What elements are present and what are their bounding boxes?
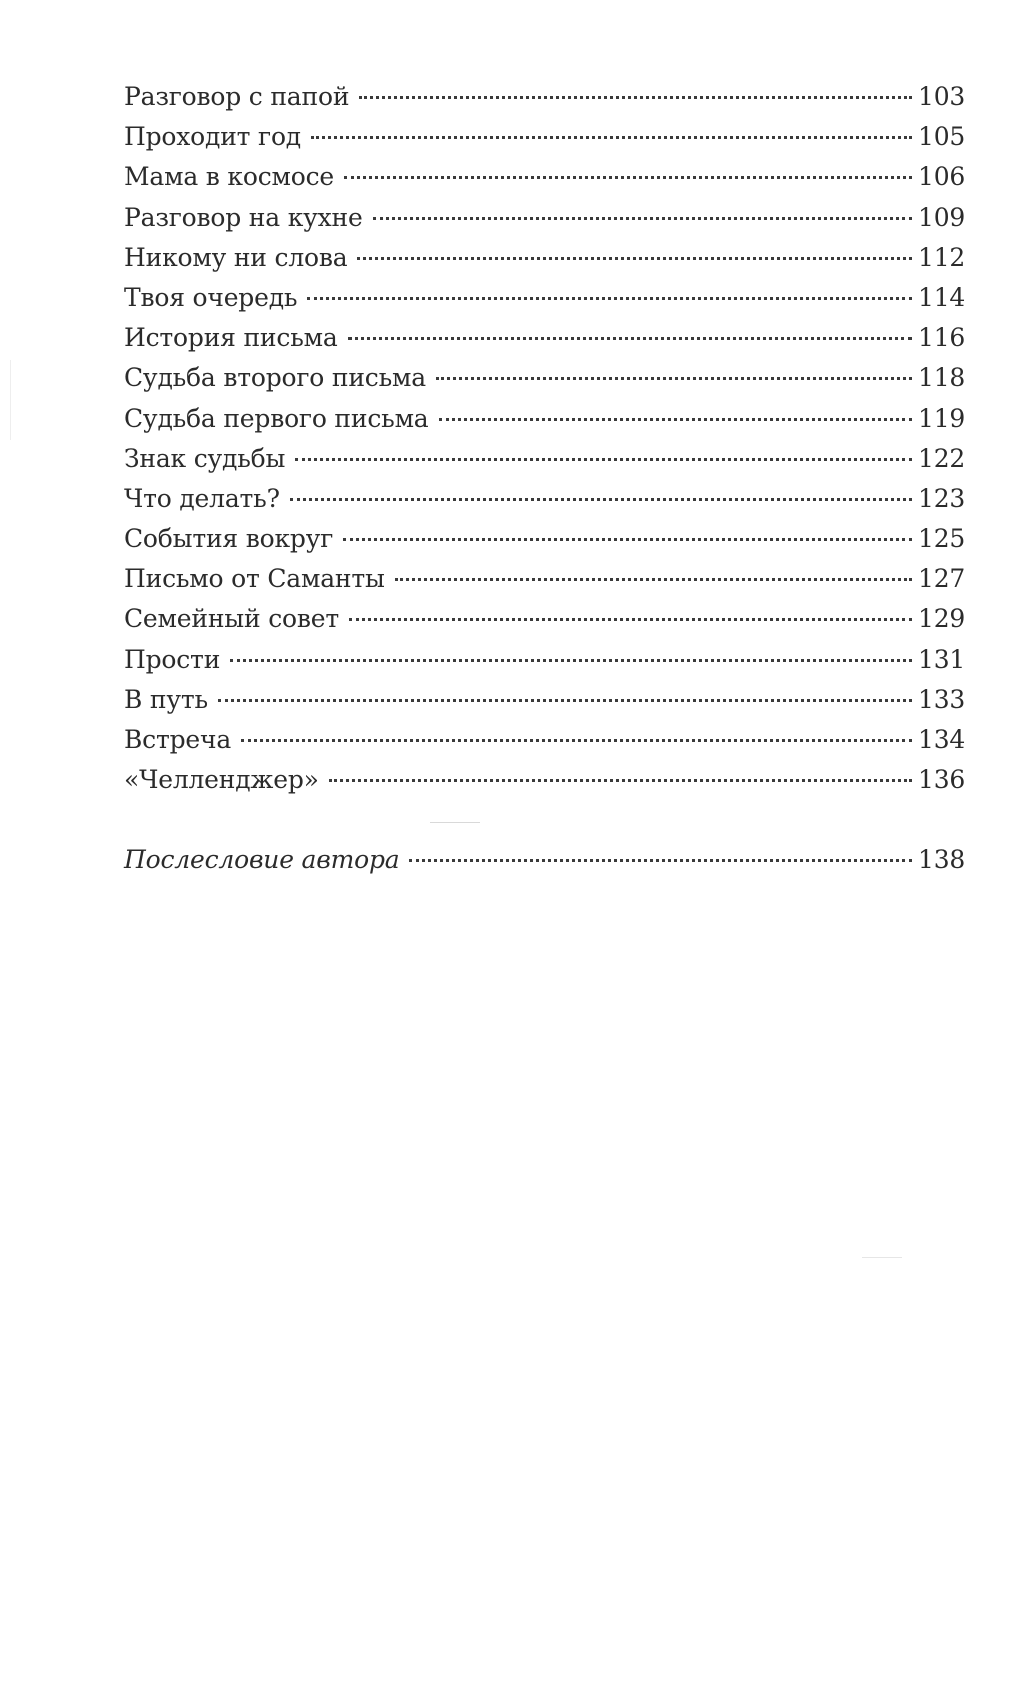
- toc-entry-title: События вокруг: [124, 524, 334, 554]
- toc-entry: [124, 363, 964, 403]
- toc-entry: [124, 323, 964, 363]
- toc-entry-page: 109: [918, 202, 966, 232]
- toc-entry: [124, 203, 964, 243]
- toc-entry-page: 114: [918, 282, 966, 312]
- toc-leader-dots: [349, 618, 912, 621]
- toc-entry-page: 133: [918, 684, 966, 714]
- toc-leader-dots: [329, 779, 912, 782]
- toc-entry-afterword: [124, 845, 964, 885]
- table-of-contents: [124, 82, 964, 886]
- toc-leader-dots: [373, 217, 912, 220]
- toc-leader-dots: [439, 418, 912, 421]
- toc-entry-title: «Челленджер»: [124, 765, 319, 795]
- toc-entry: [124, 82, 964, 122]
- toc-entry-page: 112: [918, 242, 966, 272]
- toc-entry-page: 125: [918, 524, 966, 554]
- toc-entry: [124, 404, 964, 444]
- toc-entry-page: 129: [918, 604, 966, 634]
- toc-entry: [124, 765, 964, 805]
- toc-entry-title: Мама в космосе: [124, 162, 334, 192]
- toc-leader-dots: [357, 257, 912, 260]
- toc-entry: [124, 725, 964, 765]
- toc-entry-title: Разговор с папой: [124, 82, 350, 111]
- toc-entry: [124, 444, 964, 484]
- toc-leader-dots: [307, 297, 912, 300]
- toc-entry-page: 105: [918, 122, 966, 152]
- toc-entry-title: Судьба первого письма: [124, 403, 429, 433]
- toc-entry: [124, 484, 964, 524]
- toc-leader-dots: [290, 498, 912, 501]
- afterword-page: 138: [918, 845, 966, 875]
- toc-entry-page: 127: [918, 564, 966, 594]
- toc-entry: [124, 283, 964, 323]
- toc-leader-dots: [230, 659, 912, 662]
- toc-entry-title: Судьба второго письма: [124, 363, 426, 393]
- toc-entry: [124, 243, 964, 283]
- toc-entry-title: Прости: [124, 644, 221, 674]
- toc-entry-title: Встреча: [124, 725, 232, 754]
- scan-mark: [862, 1257, 902, 1258]
- afterword-title: Послесловие автора: [124, 845, 400, 875]
- toc-entry-title: История письма: [124, 323, 338, 353]
- toc-leader-dots: [359, 96, 912, 99]
- toc-entry-title: Семейный совет: [124, 604, 339, 634]
- scan-mark: [430, 822, 480, 823]
- toc-entry-page: 118: [918, 363, 966, 393]
- toc-entry: [124, 162, 964, 202]
- toc-entry-page: 116: [918, 323, 966, 353]
- scan-mark: [10, 360, 11, 440]
- toc-entry: [124, 604, 964, 644]
- toc-entry: [124, 122, 964, 162]
- section-gap: [124, 805, 964, 845]
- toc-entry: [124, 524, 964, 564]
- toc-leader-dots: [343, 538, 912, 541]
- toc-leader-dots: [218, 699, 912, 702]
- toc-entry-title: Что делать?: [124, 483, 280, 513]
- toc-leader-dots: [395, 578, 912, 581]
- toc-entry-title: Разговор на кухне: [124, 202, 363, 232]
- toc-entry-title: Твоя очередь: [124, 282, 298, 312]
- toc-leader-dots: [348, 337, 912, 340]
- toc-entry-title: В путь: [124, 684, 208, 714]
- toc-entry: [124, 645, 964, 685]
- toc-entry-title: Знак судьбы: [124, 443, 286, 473]
- toc-entry: [124, 564, 964, 604]
- toc-entry-page: 131: [918, 644, 966, 674]
- toc-entry-page: 134: [918, 725, 966, 754]
- toc-entry: [124, 685, 964, 725]
- toc-entry-title: Проходит год: [124, 122, 301, 152]
- toc-entry-page: 123: [918, 483, 966, 513]
- toc-leader-dots: [311, 136, 912, 139]
- toc-entry-title: Никому ни слова: [124, 242, 348, 272]
- toc-leader-dots: [295, 458, 912, 461]
- toc-entry-page: 103: [918, 82, 966, 111]
- toc-leader-dots: [409, 859, 912, 862]
- toc-leader-dots: [241, 739, 912, 742]
- toc-leader-dots: [436, 377, 912, 380]
- toc-entry-page: 106: [918, 162, 966, 192]
- toc-entry-page: 136: [918, 765, 966, 795]
- toc-entry-page: 119: [918, 403, 966, 433]
- toc-entry-title: Письмо от Саманты: [124, 564, 385, 594]
- toc-leader-dots: [344, 176, 912, 179]
- toc-entry-page: 122: [918, 443, 966, 473]
